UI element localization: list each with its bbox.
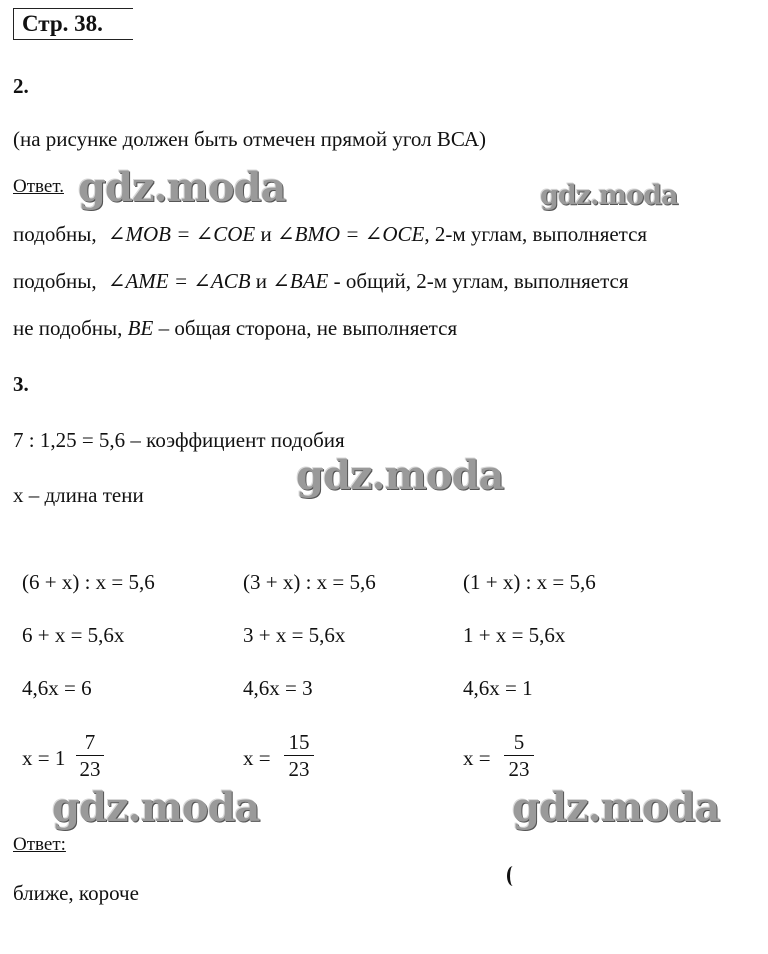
watermark: gdz.moda [78, 164, 286, 211]
watermark: gdz.moda [296, 452, 504, 499]
task-2-answer-label: Ответ. [13, 176, 64, 197]
task-3-answer-label: Ответ: [13, 834, 66, 855]
col-1-equation-1: (6 + x) : x = 5,6 [22, 570, 155, 594]
col-3-result-prefix: x = [463, 746, 491, 770]
line-1-and: и [255, 222, 277, 246]
col-1-denominator: 23 [79, 757, 101, 781]
stray-mark [507, 866, 519, 886]
col-2-result-prefix: x = [243, 746, 271, 770]
col-3-equation-3: 4,6x = 1 [463, 676, 533, 700]
col-2-equation-2: 3 + x = 5,6x [243, 623, 346, 647]
line-2-and: и [250, 269, 273, 293]
col-1-equation-3: 4,6x = 6 [22, 676, 92, 700]
task-2-note: (на рисунке должен быть отмечен прямой угол ВСА) [13, 127, 487, 151]
task-2-line-2 [13, 269, 628, 294]
watermark: gdz.moda [512, 784, 720, 831]
line-2-angle: ∠BAE [272, 269, 329, 293]
col-1-numerator: 7 [84, 730, 96, 754]
col-3-numerator: 5 [513, 730, 525, 754]
col-2-numerator: 15 [288, 730, 310, 754]
col-3-fraction [504, 730, 534, 781]
line-2-prefix: подобны, [13, 269, 102, 293]
col-2-fraction-bar [284, 755, 314, 756]
col-2-equation-3: 4,6x = 3 [243, 676, 313, 700]
col-1-fraction-bar [76, 755, 104, 756]
task-3-x-definition: x – длина тени [13, 483, 144, 507]
line-3-segment: BE [127, 316, 154, 340]
task-3-coefficient-line: 7 : 1,25 = 5,6 – коэффициент подобия [13, 428, 345, 452]
col-3-denominator: 23 [508, 757, 530, 781]
watermark: gdz.moda [52, 784, 260, 831]
line-1-suffix: , 2-м углам, выполняется [424, 222, 648, 246]
line-3-prefix: не подобны, [13, 316, 128, 340]
line-1-prefix: подобны, [13, 222, 102, 246]
line-2-suffix: - общий, 2-м углам, выполняется [328, 269, 629, 293]
page-number-label: Стр. 38. [13, 8, 133, 40]
watermark: gdz.moda [540, 180, 678, 211]
col-2-fraction [284, 730, 314, 781]
line-1-equality-1: ∠MOB = ∠COE [107, 222, 256, 246]
col-3-fraction-bar [504, 755, 534, 756]
col-2-equation-1: (3 + x) : x = 5,6 [243, 570, 376, 594]
line-1-equality-2: ∠BMO = ∠OCE [276, 222, 425, 246]
task-2-number: 2. [13, 74, 29, 98]
col-2-denominator: 23 [288, 757, 310, 781]
col-1-fraction [76, 730, 104, 781]
line-3-suffix: – общая сторона, не выполняется [153, 316, 458, 340]
task-3-number: 3. [13, 372, 29, 396]
line-2-equality-1: ∠AME = ∠ACB [107, 269, 251, 293]
task-3-answer: ближе, короче [13, 881, 139, 905]
col-1-equation-2: 6 + x = 5,6x [22, 623, 125, 647]
col-3-equation-1: (1 + x) : x = 5,6 [463, 570, 596, 594]
col-3-equation-2: 1 + x = 5,6x [463, 623, 566, 647]
task-2-line-1 [13, 222, 647, 247]
task-2-line-3 [13, 316, 457, 341]
col-1-result-prefix: x = 1 [22, 746, 66, 770]
